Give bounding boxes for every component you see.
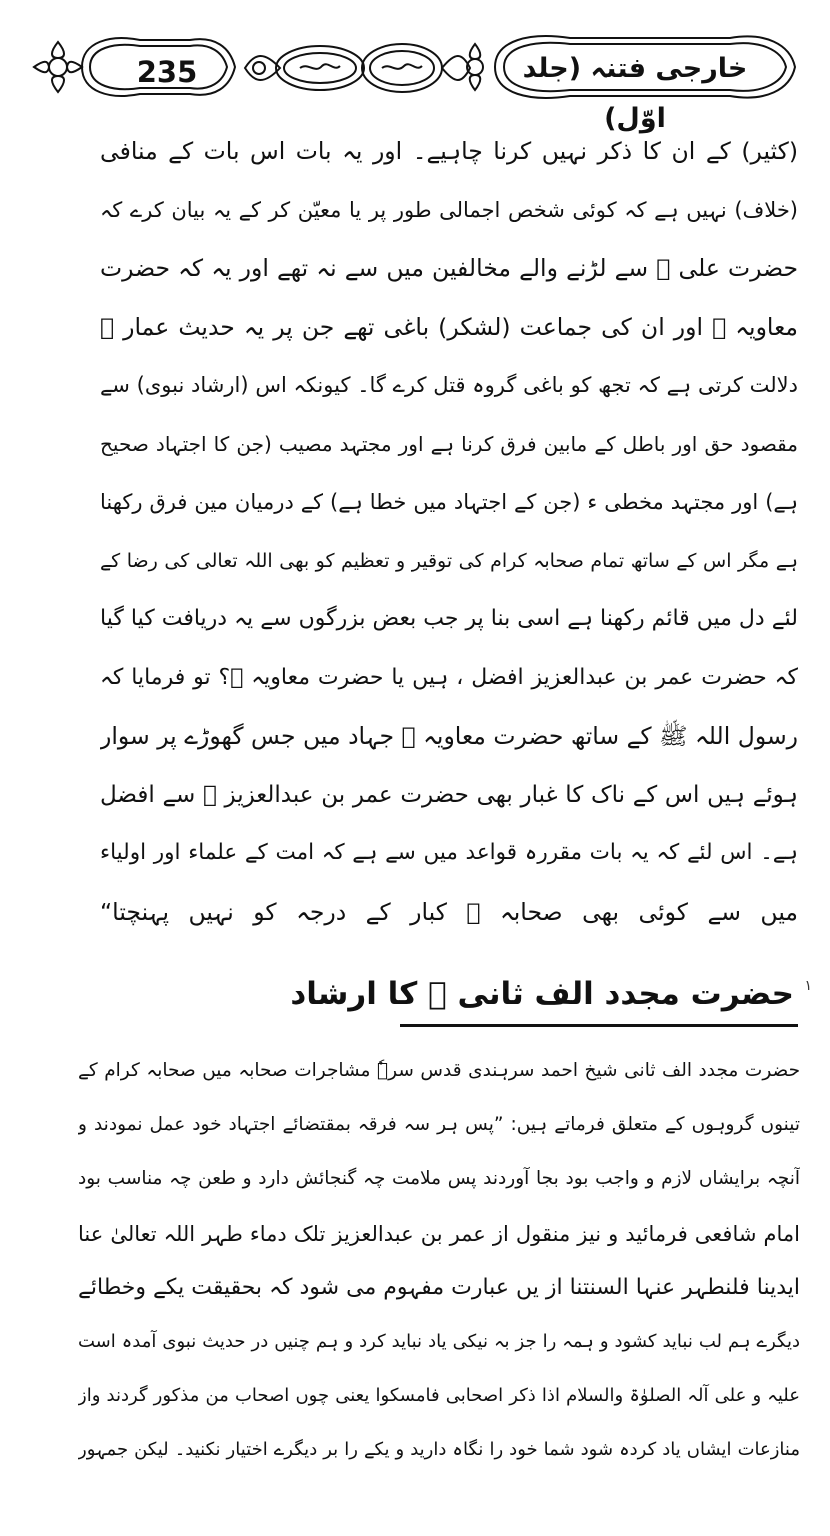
text-line: دیگرے ہم لب نباید کشود و ہمہ را جز بہ نیکی یاد نباید کرد و ہم چنیں در حدیث نبوی آمدہ است — [78, 1330, 800, 1352]
text-line: امام شافعی فرمائید و نیز منقول از عمر بن عبدالعزیز تلک دماء طہر اللہ تعالیٰ عنا — [78, 1221, 800, 1246]
text-line: منازعات ایشاں یاد کردہ شود شما خود را نگاہ دارید و یکے را بر دیگرے اختیار نکنید۔ لیکن جمہور — [78, 1439, 800, 1461]
text-line: کہ حضرت عمر بن عبدالعزیز افضل ، ہیں یا حضرت معاویہ ﷛؟ تو فرمایا کہ — [100, 664, 798, 690]
text-line: حضرت مجدد الف ثانی شیخ احمد سرہندی قدس سرہٗ مشاجرات صحابہ میں صحابہ کرام کے — [78, 1060, 800, 1081]
running-title: خارجی فتنہ (جلد اوّل) — [522, 53, 748, 134]
paragraph-1 — [100, 122, 798, 941]
text-line: لئے دل میں قائم رکھنا ہے اسی بنا پر جب بعض بزرگوں سے یہ دریافت کیا گیا — [100, 606, 798, 631]
text-line: ایدینا فلنطہر عنہا السنتنا از یں عبارت مفہوم می شود کہ بحقیقت یکے وخطائے — [78, 1274, 800, 1300]
text-line: ہوئے ہیں اس کے ناک کا غبار بھی حضرت عمر بن عبدالعزیز ﷬ سے افضل — [100, 781, 798, 808]
text-line: (کثیر) کے ان کا ذکر نہیں کرنا چاہیے۔ اور یہ بات اس بات کے منافی — [100, 137, 798, 165]
page-number: 235 — [136, 55, 198, 89]
section-heading — [290, 960, 812, 1034]
page-header — [30, 22, 810, 134]
text-line: ہے۔ اس لئے کہ یہ بات مقررہ قواعد میں سے ہے کہ امت کے علماء اور اولیاء — [100, 840, 798, 865]
text-line: میں سے کوئی بھی صحابہ ﷛ کبار کے درجہ کو نہیں پہنچتا“ — [100, 897, 798, 926]
heading-marker: ۱ — [804, 978, 812, 994]
heading-underline — [400, 1024, 798, 1027]
text-line: دلالت کرتی ہے کہ تجھ کو باغی گروہ قتل کرے گا۔ کیونکہ اس (ارشاد نبوی) سے — [100, 373, 798, 397]
section-heading-title: حضرت مجدد الف ثانی ﷫ کا ارشاد — [290, 976, 794, 1012]
text-line: رسول اللہ ﷺ کے ساتھ حضرت معاویہ ﷛ جہاد میں جس گھوڑے پر سوار — [100, 722, 798, 750]
text-line: مقصود حق اور باطل کے مابین فرق کرنا ہے اور مجتہد مصیب (جن کا اجتہاد صحیح — [100, 431, 798, 456]
text-line: آنچہ برایشاں لازم و واجب بود بجا آوردند پس ملامت چہ گنجائش دارد و طعن چہ مناسب بود — [78, 1168, 800, 1190]
text-line: حضرت علی ﷛ سے لڑنے والے مخالفین میں سے نہ تھے اور یہ کہ حضرت — [100, 254, 798, 282]
paragraph-2 — [78, 1044, 800, 1478]
text-line: تینوں گروہوں کے متعلق فرماتے ہیں: ”پس ہر سہ فرقہ بمقتضائے اجتہاد خود عمل نمودند و — [78, 1114, 800, 1136]
text-line: (خلاف) نہیں ہے کہ کوئی شخص اجمالی طور پر یا معیّن کر کے یہ بیان کرے کہ — [100, 197, 798, 222]
text-line: ہے) اور مجتہد مخطی ء (جن کے اجتہاد میں خطا ہے) کے درمیان مین فرق رکھنا — [100, 490, 798, 514]
text-line: علیہ و علی آلہ الصلوٰۃ والسلام اذا ذکر اصحابی فامسکوا یعنی چوں اصحاب من مذکور گردند واز — [78, 1385, 800, 1407]
text-line: ہے مگر اس کے ساتھ تمام صحابہ کرام کی توقیر و تعظیم کو بھی اللہ تعالی کی رضا کے — [100, 549, 798, 572]
text-line: معاویہ ﷛ اور ان کی جماعت (لشکر) باغی تھے جن پر یہ حدیث عمار ﷛ — [100, 312, 798, 341]
